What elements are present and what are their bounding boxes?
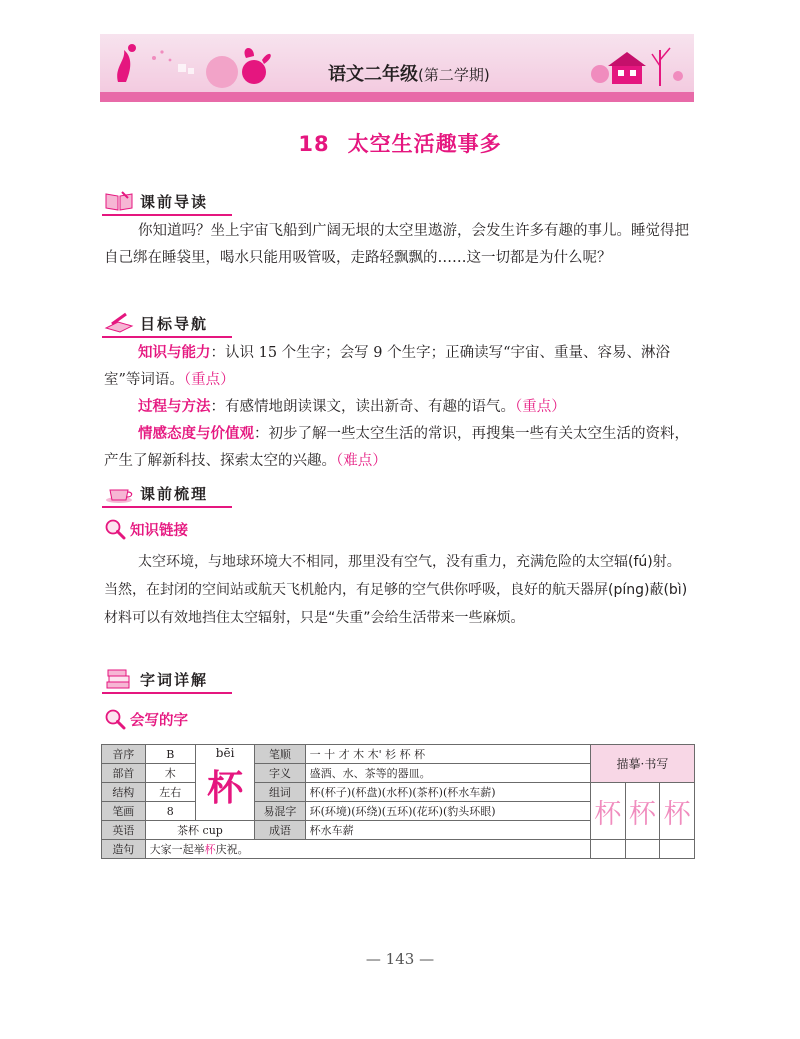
trace-character: 杯 bbox=[663, 798, 691, 830]
subheading-knowledge bbox=[104, 518, 188, 540]
empty-cell bbox=[625, 840, 660, 859]
sentence-part: 庆祝。 bbox=[215, 843, 249, 856]
label-idiom: 成语 bbox=[255, 821, 305, 840]
preview-paragraph bbox=[104, 218, 694, 272]
label-words: 组词 bbox=[255, 783, 305, 802]
magnifier-icon bbox=[104, 518, 126, 540]
character-table bbox=[101, 744, 695, 859]
idiom-value: 杯水车薪 bbox=[305, 821, 590, 840]
lesson-title bbox=[0, 128, 800, 158]
lesson-number: 18 bbox=[298, 132, 330, 156]
subheading-knowledge-label: 知识链接 bbox=[130, 522, 188, 539]
goal-text: ：有感情地朗读课文，读出新奇、有趣的语气。 bbox=[210, 399, 515, 415]
section-heading-words bbox=[104, 664, 208, 690]
subheading-write-label: 会写的字 bbox=[130, 712, 188, 729]
label-practice: 描摹·书写 bbox=[590, 745, 694, 783]
knowledge-text: 太空环境，与地球环境大不相同，那里没有空气，没有重力，充满危险的太空辐(fú)射。当然，在封闭的空间站或航天飞机舱内，有足够的空气供你呼吸，良好的航天器屏(píng)蔽(bì)材料可以有效地挡住太空辐射，只是“失重”会给生活带来一些麻烦。 bbox=[104, 554, 688, 626]
goal-text: ：初步了解一些太空生活的常识，再搜集一些有关太空生活的资料，产生了解新科技、探索太空的兴趣。 bbox=[104, 426, 689, 469]
label-order: 音序 bbox=[102, 745, 146, 764]
trace-box-1 bbox=[590, 783, 625, 840]
goal-tag: （重点） bbox=[183, 372, 235, 388]
trace-character: 杯 bbox=[628, 798, 656, 830]
big-character: 杯 bbox=[207, 767, 244, 809]
page-number: — 143 — bbox=[365, 950, 435, 968]
label-english: 英语 bbox=[102, 821, 146, 840]
preview-text: 你知道吗？坐上宇宙飞船到广阔无垠的太空里遨游，会发生许多有趣的事儿。睡觉得把自己绑在睡袋里，喝水只能用吸管吸，走路轻飘飘的……这一切都是为什么呢？ bbox=[104, 223, 689, 266]
goal-text: ：认识 15 个生字；会写 9 个生字；正确读写“宇宙、重量、容易、淋浴室”等词语。 bbox=[104, 345, 671, 388]
pinyin: bēi bbox=[215, 746, 235, 760]
book-title: 语文二年级 bbox=[328, 64, 418, 85]
trace-box-3 bbox=[660, 783, 695, 840]
order-value: B bbox=[145, 745, 195, 764]
label-strokes: 笔画 bbox=[102, 802, 146, 821]
empty-cell bbox=[590, 840, 625, 859]
magnifier-icon bbox=[104, 708, 126, 730]
open-book-icon bbox=[104, 190, 134, 212]
stacked-books-icon bbox=[104, 668, 134, 690]
knowledge-paragraph bbox=[104, 548, 694, 632]
strokes-value: 8 bbox=[145, 802, 195, 821]
goal-tag: （重点） bbox=[515, 399, 566, 415]
section-heading-review bbox=[104, 478, 208, 504]
confusable-value: 环(环境)(环绕)(五环)(花环)(豹头环眼) bbox=[305, 802, 590, 821]
label-sentence: 造句 bbox=[102, 840, 146, 859]
sentence-highlight: 杯 bbox=[204, 843, 216, 856]
label-radical: 部首 bbox=[102, 764, 146, 783]
banner-title bbox=[328, 60, 490, 86]
english-value: 茶杯 cup bbox=[145, 821, 255, 840]
trace-box-2 bbox=[625, 783, 660, 840]
goal-item-process bbox=[104, 394, 694, 421]
empty-cell bbox=[660, 840, 695, 859]
sentence-part: 大家一起举 bbox=[149, 843, 205, 856]
section-heading-goals bbox=[104, 308, 208, 334]
label-stroke-order: 笔顺 bbox=[255, 745, 305, 764]
character-cell bbox=[195, 745, 254, 821]
goal-key: 知识与能力 bbox=[138, 345, 211, 361]
words-value: 杯(杯子)(杯盘)(水杯)(茶杯)(杯水车薪) bbox=[305, 783, 590, 802]
label-structure: 结构 bbox=[102, 783, 146, 802]
book-term: (第二学期) bbox=[418, 66, 490, 84]
goal-tag: （难点） bbox=[336, 453, 387, 469]
meaning-value: 盛酒、水、茶等的器皿。 bbox=[305, 764, 590, 783]
stroke-order-value: 一 十 才 木 木' 杉 杯 杯 bbox=[305, 745, 590, 764]
subheading-write bbox=[104, 708, 188, 730]
banner-decoration-right bbox=[590, 36, 694, 92]
goal-key: 情感态度与价值观 bbox=[138, 426, 254, 442]
goal-key: 过程与方法 bbox=[138, 399, 211, 415]
trace-character: 杯 bbox=[594, 798, 622, 830]
label-meaning: 字义 bbox=[255, 764, 305, 783]
pencil-book-icon bbox=[104, 312, 134, 334]
label-confusable: 易混字 bbox=[255, 802, 305, 821]
section-heading-preview bbox=[104, 186, 208, 212]
radical-value: 木 bbox=[145, 764, 195, 783]
section-heading-preview-label: 课前导读 bbox=[140, 193, 209, 211]
goal-item-emotion bbox=[104, 421, 694, 475]
header-banner bbox=[100, 34, 694, 102]
lesson-name: 太空生活趣事多 bbox=[347, 132, 502, 156]
section-heading-review-label: 课前梳理 bbox=[140, 485, 209, 503]
teacup-icon bbox=[104, 482, 134, 504]
structure-value: 左右 bbox=[145, 783, 195, 802]
banner-stripe bbox=[100, 92, 694, 102]
section-heading-words-label: 字词详解 bbox=[140, 671, 209, 689]
goal-item-knowledge bbox=[104, 340, 694, 394]
sentence-value bbox=[145, 840, 590, 859]
banner-decoration-left bbox=[104, 38, 304, 92]
section-heading-goals-label: 目标导航 bbox=[140, 315, 209, 333]
